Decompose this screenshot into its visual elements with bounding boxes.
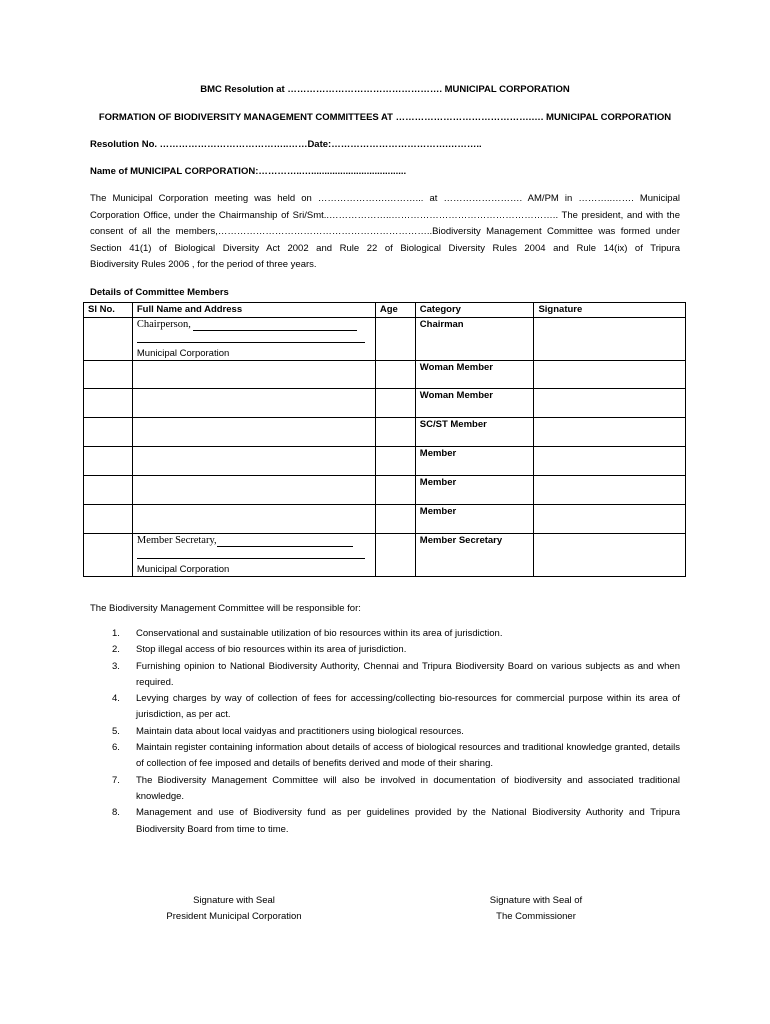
resolution-number-line: Resolution No. …………………………………..……Date:……………………………….………..	[90, 139, 482, 150]
list-item: 1. Conservational and sustainable utilization of bio resources within its area of jurisdiction.	[112, 628, 503, 639]
chairperson-name-blank[interactable]	[193, 319, 357, 331]
signature-cell[interactable]	[534, 447, 686, 476]
list-item: 7. The Biodiversity Management Committee will also be involved in documentation of biodiversity and associated traditional knowledge.	[112, 774, 680, 802]
intro-line: The Municipal Corporation meeting was held on ………………….………... at ……………………. AM/PM in ………..……. Municipal	[90, 193, 680, 204]
signature-cell[interactable]	[534, 389, 686, 418]
meeting-paragraph	[90, 191, 680, 274]
table-header-row	[84, 303, 686, 318]
age-cell[interactable]	[375, 534, 415, 577]
age-cell[interactable]	[375, 476, 415, 505]
intro-line: consent of all the members,…………………………………………………………..Biodiversity Management Committee was formed under	[90, 226, 680, 237]
intro-line: Biodiversity Rules 2006 , for the period of three years.	[90, 259, 317, 270]
list-item: 3. Furnishing opinion to National Biodiversity Authority, Chennai and Tripura Biodiversity Board on various subjects as and when required.	[112, 660, 680, 688]
member-secretary-address-blank[interactable]	[137, 547, 365, 559]
column-header-signature: Signature	[534, 303, 686, 318]
age-cell[interactable]	[375, 361, 415, 389]
table-row	[84, 505, 686, 534]
chairperson-label: Chairperson,	[136, 319, 194, 330]
commissioner-signature-label: Signature with Seal of	[489, 895, 583, 906]
table-row	[84, 447, 686, 476]
category-cell: Member Secretary	[415, 534, 534, 577]
signature-cell[interactable]	[534, 418, 686, 447]
sl-cell	[84, 318, 133, 361]
table-row	[84, 361, 686, 389]
commissioner-signature-block	[436, 893, 636, 924]
category-cell: Chairman	[415, 318, 534, 361]
table-row	[84, 318, 686, 361]
list-item: 5. Maintain data about local vaidyas and practitioners using biological resources.	[112, 725, 464, 737]
name-cell[interactable]	[132, 389, 375, 418]
signature-cell[interactable]	[534, 318, 686, 361]
responsibilities-title: The Biodiversity Management Committee will be responsible for:	[90, 603, 361, 614]
category-cell: Member	[415, 476, 534, 505]
age-cell[interactable]	[375, 389, 415, 418]
age-cell[interactable]	[375, 505, 415, 534]
signature-cell[interactable]	[534, 534, 686, 577]
name-cell[interactable]	[132, 418, 375, 447]
member-secretary-address-suffix: Municipal Corporation	[136, 564, 230, 575]
table-row	[84, 418, 686, 447]
formation-title: FORMATION OF BIODIVERSITY MANAGEMENT COMMITTEES AT …………………………………….…. MUNICIPAL CORPORATION	[98, 112, 672, 123]
intro-line: Corporation Office, under the Chairmanship of Sri/Smt..………………..…………………………………………….. The president, and with the	[90, 209, 680, 221]
corporation-name-line: Name of MUNICIPAL CORPORATION:…………..…....................................	[90, 166, 407, 177]
name-cell[interactable]	[132, 447, 375, 476]
category-cell: Member	[415, 447, 534, 476]
signature-cell[interactable]	[534, 505, 686, 534]
intro-line: Section 41(1) of Biological Diversity Act 2002 and Rule 22 of Biological Diversity Rules 2004 and Rule 14(ix) of Tripura	[90, 242, 680, 254]
list-item: 4. Levying charges by way of collection of fees for accessing/collecting bio-resources for commercial purpose within its area of jurisdiction, as per act.	[112, 693, 680, 721]
president-title: President Municipal Corporation	[166, 910, 302, 922]
member-secretary-label: Member Secretary,	[136, 535, 217, 546]
age-cell[interactable]	[375, 318, 415, 361]
committee-members-table	[83, 302, 686, 577]
president-signature-label: Signature with Seal	[193, 895, 275, 906]
column-header-sl: Sl No.	[84, 303, 133, 318]
category-cell: Woman Member	[415, 389, 534, 418]
category-cell: Member	[415, 505, 534, 534]
name-cell[interactable]	[132, 318, 375, 361]
resolution-title: BMC Resolution at …………………………………………. MUNICIPAL CORPORATION	[200, 84, 570, 95]
president-signature-block	[134, 893, 334, 924]
list-item: 2. Stop illegal access of bio resources within its area of jurisdiction.	[112, 644, 407, 656]
committee-details-title: Details of Committee Members	[90, 287, 229, 298]
member-secretary-name-blank[interactable]	[217, 535, 353, 547]
name-cell[interactable]	[132, 505, 375, 534]
table-row	[84, 389, 686, 418]
list-item: 8. Management and use of Biodiversity fund as per guidelines provided by the National Biodiversity Authority and Tripura Biodiversity Board from time to time.	[112, 807, 680, 835]
responsibilities-list	[90, 626, 680, 838]
category-cell: SC/ST Member	[415, 418, 534, 447]
column-header-name: Full Name and Address	[132, 303, 375, 318]
column-header-category: Category	[415, 303, 534, 318]
table-row	[84, 534, 686, 577]
name-cell[interactable]	[132, 361, 375, 389]
table-row	[84, 476, 686, 505]
signature-cell[interactable]	[534, 361, 686, 389]
column-header-age: Age	[375, 303, 415, 318]
name-cell[interactable]	[132, 476, 375, 505]
age-cell[interactable]	[375, 447, 415, 476]
name-cell[interactable]	[132, 534, 375, 577]
commissioner-title: The Commissioner	[496, 910, 576, 922]
chairperson-address-suffix: Municipal Corporation	[136, 348, 230, 359]
category-cell: Woman Member	[415, 361, 534, 389]
age-cell[interactable]	[375, 418, 415, 447]
list-item: 6. Maintain register containing information about details of access of biological resources and traditional knowledge granted, details of collection of fee imposed and details of benefits derived and mode of their sharing.	[112, 742, 680, 770]
chairperson-address-blank[interactable]	[137, 331, 365, 343]
signature-cell[interactable]	[534, 476, 686, 505]
